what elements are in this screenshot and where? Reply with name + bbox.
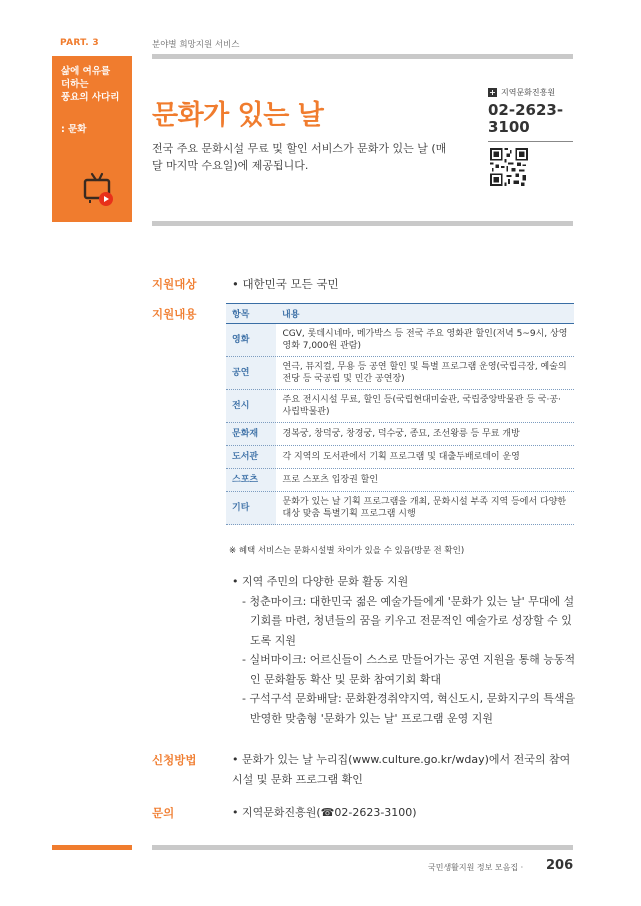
program-title: • 지역 주민의 다양한 문화 활동 지원 [232,575,409,588]
bottom-divider-bar [152,845,573,850]
row-category: 기타 [226,492,276,525]
row-category: 전시 [226,390,276,423]
target-label: 지원대상 [152,277,197,291]
table-row [226,357,574,390]
benefit-note: ※ 혜택 서비스는 문화시설별 차이가 있을 수 있음(방문 전 확인) [229,546,465,556]
footer-text: 국민생활지원 정보 모음집 · [428,863,524,872]
support-label: 지원내용 [152,307,197,321]
section-label: 분야별 희망지원 서비스 [152,40,240,50]
tv-play-icon [82,172,114,208]
side-subtitle: : 문화 [61,124,87,135]
plus-icon: + [489,88,496,97]
table-header-row [226,304,574,324]
top-divider-bar [152,54,573,59]
inquiry-text: • 지역문화진흥원(☎02-2623-3100) [232,806,417,819]
side-title [61,65,129,104]
table-row [226,423,574,446]
table-header-content: 내용 [276,304,574,324]
bottom-accent-bar [52,845,132,850]
row-content: 프로 스포츠 입장권 할인 [276,469,574,492]
side-line: 삶에 여유를 [61,66,111,77]
table-header-category: 항목 [226,304,276,324]
page-title: 문화가 있는 날 [152,100,324,131]
row-content: 주요 전시시설 무료, 할인 등(국립현대미술관, 국립중앙박물관 등 국·공·사립박물관) [276,390,574,423]
table-row [226,390,574,423]
page-number: 206 [546,858,574,873]
table-row [226,446,574,469]
table-row [226,324,574,357]
mid-divider-bar [152,221,573,226]
row-content: 각 지역의 도서관에서 기획 프로그램 및 대출두배로데이 운영 [276,446,574,469]
apply-label: 신청방법 [152,753,197,767]
side-panel [52,56,132,222]
row-content: 경복궁, 창덕궁, 창경궁, 덕수궁, 종묘, 조선왕릉 등 무료 개방 [276,423,574,446]
target-text: • 대한민국 모든 국민 [232,277,339,291]
program-item: - 실버마이크: 어르신들이 스스로 만들어가는 공연 지원을 통해 능동적인 문화활동 확산 및 문화 참여기회 확대 [242,653,576,686]
contact-org [488,87,555,98]
program-item: - 청춘마이크: 대한민국 젊은 예술가들에게 '문화가 있는 날' 무대에 설 기회를 마련, 청년들의 꿈을 키우고 전문적인 예술가로 성장할 수 있도록 지원 [242,594,575,647]
part-label: PART. 3 [60,38,99,48]
side-line: 더하는 [61,79,89,90]
row-category: 문화재 [226,423,276,446]
row-content: 연극, 뮤지컬, 무용 등 공연 할인 및 특별 프로그램 운영(국립극장, 예술의전당 등 국공립 및 민간 공연장) [276,357,574,390]
row-category: 스포츠 [226,469,276,492]
row-category: 공연 [226,357,276,390]
row-category: 도서관 [226,446,276,469]
contact-phone: 02-2623-3100 [488,101,564,136]
contact-org-name: 지역문화진흥원 [501,88,556,97]
inquiry-label: 문의 [152,806,175,820]
apply-text: • 문화가 있는 날 누리집(www.culture.go.kr/wday)에서 전국의 참여시설 및 문화 프로그램 확인 [232,753,571,786]
row-category: 영화 [226,324,276,357]
page-description: 전국 주요 문화시설 무료 및 할인 서비스가 문화가 있는 날 (매달 마지막 수요일)에 제공됩니다. [152,142,447,172]
support-table [226,303,574,525]
side-line: 풍요의 사다리 [61,92,120,103]
table-row [226,492,574,525]
row-content: CGV, 롯데시네마, 메가박스 등 전국 주요 영화관 할인(저녁 5~9시, 상영 영화 7,000원 관람) [276,324,574,357]
program-item: - 구석구석 문화배달: 문화환경취약지역, 혁신도시, 문화지구의 특색을 반영한 맞춤형 '문화가 있는 날' 프로그램 운영 지원 [242,692,576,725]
program-list [232,572,577,728]
table-row [226,469,574,492]
qr-code-icon[interactable] [490,148,528,186]
row-content: 문화가 있는 날 기획 프로그램을 개최, 문화시설 부족 지역 등에서 다양한 대상 맞춤 특별기획 프로그램 시행 [276,492,574,525]
contact-divider [488,141,573,142]
